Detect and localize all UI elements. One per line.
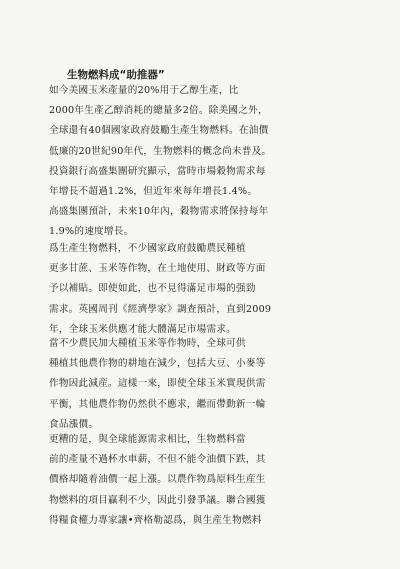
section-heading-biofuel: 生物燃料成“助推器”	[67, 69, 165, 81]
paragraph-3: 當不少農民加大種植玉米等作物時，全球可供 種植其他農作物的耕地在減少，包括大豆、小麥等 作物因此減産。這樣一來，即使全球玉米實現供需 平衡，其他農作物仍然供不應求，繼而帶動新一輪 食品漲價。	[49, 338, 266, 430]
paragraph-2: 爲生產生物燃料，不少國家政府鼓勵農民種植 更多甘蔗、玉米等作物，在土地使用、財政等方面 予以補貼。即使如此，也不見得滿足市場的强勁 需求。英國周刊《經濟學家》調查預計，直到2009 年，全球玉米供應才能大體滿足市場需求。	[49, 243, 272, 335]
paragraph-4: 更糟的是，與全球能源需求相比，生物燃料當 前的產量不過杯水車薪，不但不能令油價下跌，其 價格却隨着油價一起上漲。以農作物爲原料生産生 物燃料的項目贏利不少，因此引發爭議。聯合國獲 得糧食權力專家讓•齊格勒認爲，與生産生物燃料	[49, 434, 266, 526]
paragraph-1: 如今美國玉米產量的20%用于乙醇生產，比 2000年生產乙醇消耗的總量多2倍。除美國之外， 全球還有40個國家政府鼓勵生產生物燃料。在油價 低廉的20世紀90年代，生物燃料的概念尚未普及。 投資銀行高盛集團研究顯示，當時市場穀物需求每 年增長不超過1.2%，但近年來每年增長1.4%。 高盛集團預計，未來10年內，穀物需求將保持每年 1.9%的速度增長。	[49, 85, 272, 238]
